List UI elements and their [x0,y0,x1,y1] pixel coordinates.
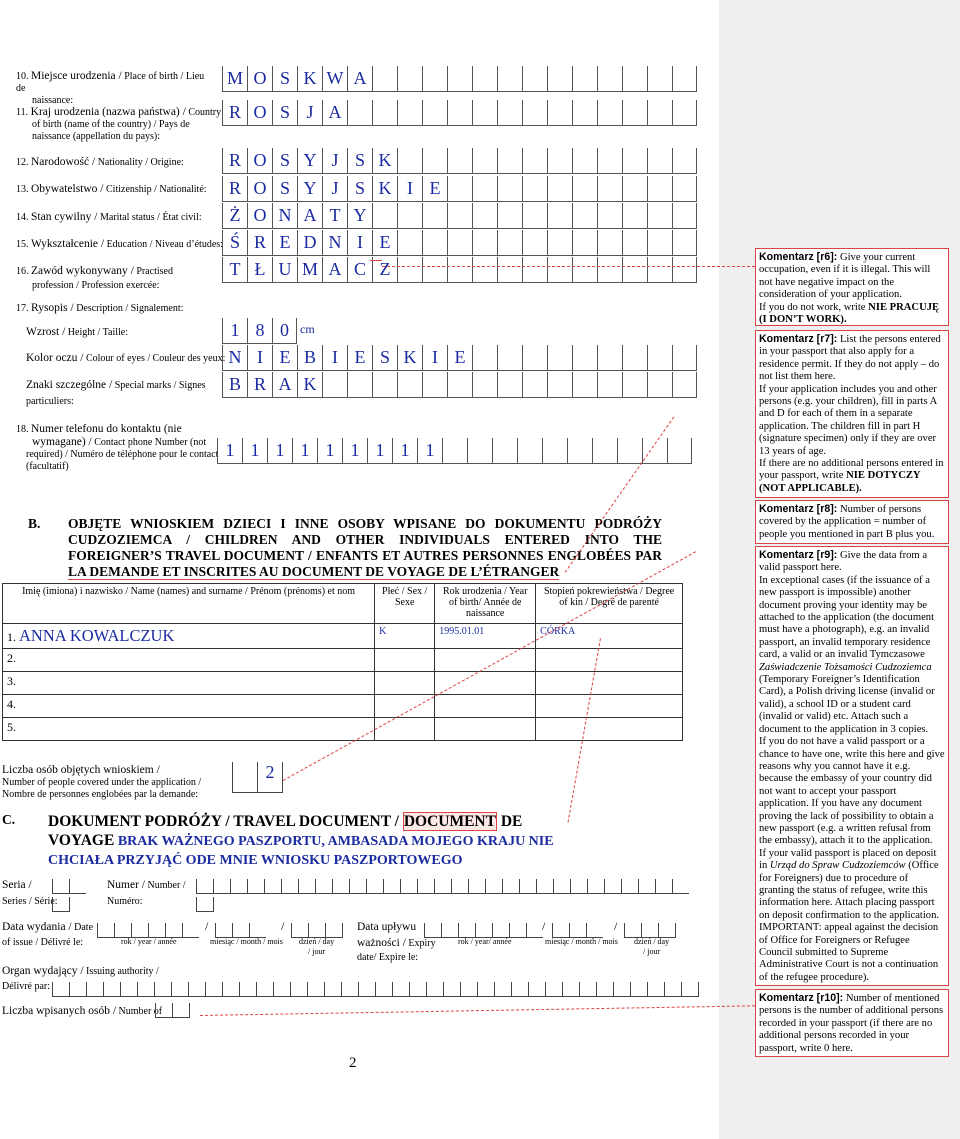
row-cell-degree[interactable] [536,672,683,695]
char-cell [447,148,472,174]
char-cell: 1 [267,438,292,464]
row-cell-year[interactable] [435,672,536,695]
comment-r7[interactable]: Komentarz [r7]: List the persons entered in your passport that also apply for a residence permit. If they do not apply – do not list them here. If your application includes you and other persons (e.g. your children), fill in parts A and D for each of them in a separate application. The children fill in part H (signature specimen) only if they are over 13 years of age. If there are no additional persons entered in your passport, write NIE DOTYCZY (NOT APPLICABLE). [755,330,949,498]
char-cell [647,230,672,256]
char-cell [522,176,547,202]
char-cell [422,257,447,283]
char-cell: K [372,176,397,202]
char-cell [672,100,697,126]
marks-value[interactable] [222,374,697,400]
expiry-month-caption: miesiąc / month / mois [545,937,618,946]
char-cell [547,345,572,371]
row-cell-name[interactable]: 4. [3,695,375,718]
char-cell [522,148,547,174]
char-cell [647,372,672,398]
char-cell: R [222,148,247,174]
char-cell [397,100,422,126]
field-18-value[interactable] [217,440,692,466]
char-cell: J [297,100,322,126]
char-cell: S [272,100,297,126]
char-cell [622,148,647,174]
char-cell: 0 [272,318,297,344]
char-cell [647,203,672,229]
char-cell [347,372,372,398]
char-cell: 1 [242,438,267,464]
row-cell-sex[interactable] [375,695,435,718]
char-cell: 1 [367,438,392,464]
field-13-value[interactable] [222,178,697,204]
row-cell-degree[interactable] [536,718,683,741]
char-cell: S [272,66,297,92]
char-cell: K [297,66,322,92]
table-row [3,695,683,718]
char-cell [347,100,372,126]
char-cell [667,438,692,464]
char-cell [672,148,697,174]
char-cell: I [247,345,272,371]
issue-date-slash-2: / [281,919,285,933]
char-cell [547,66,572,92]
field-12-value[interactable] [222,150,697,176]
char-cell [422,230,447,256]
char-cell [622,176,647,202]
char-cell [597,66,622,92]
entered-persons-label: Liczba wpisanych osób / Number of [2,1005,163,1017]
row-cell-name[interactable]: 2. [3,649,375,672]
char-cell [472,372,497,398]
page-number: 2 [349,1055,357,1071]
issue-day-caption: dzień / day / jour [299,937,335,956]
char-cell: Ł [247,257,272,283]
char-cell [572,372,597,398]
issue-day-boxes[interactable] [291,920,343,938]
char-cell: Y [297,176,322,202]
char-cell: O [247,148,272,174]
char-cell [672,372,697,398]
char-cell [572,100,597,126]
char-cell: D [297,230,322,256]
char-cell [522,257,547,283]
char-cell [592,438,617,464]
char-cell [622,230,647,256]
char-cell: J [322,176,347,202]
comment-r8[interactable]: Komentarz [r8]: Number of persons covered by the application = number of people you mentioned in part B plus you. [755,500,949,544]
col-year-header: Rok urodzenia / Year of birth/ Année de naissance [435,584,536,624]
char-cell [447,66,472,92]
field-15-value[interactable] [222,232,697,258]
char-cell [647,257,672,283]
char-cell [522,100,547,126]
field-11-label: 11. Kraj urodzenia (nazwa państwa) / Country of birth (name of the country) / Pays de naissance (appellation du pays): [16,106,222,142]
char-cell [397,148,422,174]
section-c-letter: C. [2,812,16,827]
entered-persons-boxes[interactable] [155,1000,190,1018]
series-label: Seria / Series / Série: [2,879,58,907]
char-cell: 1 [222,318,247,344]
char-cell [497,230,522,256]
row-cell-sex[interactable]: K [375,624,435,649]
char-cell: O [247,100,272,126]
char-cell: 1 [417,438,442,464]
char-cell [497,372,522,398]
char-cell [547,203,572,229]
section-b-letter: B. [28,516,41,531]
char-cell [472,66,497,92]
char-cell [472,148,497,174]
char-cell: B [222,372,247,398]
char-cell: E [372,230,397,256]
char-cell: Ś [222,230,247,256]
expiry-day-boxes[interactable] [624,920,676,938]
comment-r10[interactable]: Komentarz [r10]: Number of mentioned persons is the number of additional persons recorded in your passport (if there are no additional persons recorded in your passport, write 0 here. [755,989,949,1057]
char-cell [647,176,672,202]
char-cell [572,148,597,174]
char-cell [517,438,542,464]
char-cell [622,100,647,126]
char-cell [622,66,647,92]
char-cell [322,372,347,398]
char-cell [622,203,647,229]
table-row [3,672,683,695]
char-cell [447,176,472,202]
expiry-date-slash-2: / [614,919,618,933]
section-b-title: OBJĘTE WNIOSKIEM DZIECI I INNE OSOBY WPISANE DO DOKUMENTU PODRÓŻY CUDZOZIEMCA / CHILDREN AND OTHER INDIVIDUALS ENTERED INTO THE FOREIGNER’S TRAVEL DOCUMENT / ENFANTS ET AUTRES PERSONNES ENGLOBÉES PAR LA DEMANDE ET INSCRITES AU DOCUMENT DE VOYAGE DE L’ÉTRANGER [68,516,662,579]
field-10-value[interactable] [222,68,697,94]
char-cell [497,257,522,283]
char-cell [672,176,697,202]
comment-r9[interactable]: Komentarz [r9]: Give the data from a valid passport here. In exceptional cases (if the issuance of a new passport is impossible) another document proving your identity may be attached to the application (the document must have a photograph), e.g. an invalid passport, an invalid temporary residence card, a valid or an invalid Tymczasowe Zaświadczenie Tożsamości Cudzoziemca (Temporary Foreigner’s Identification Card), a Polish driving license (invalid or valid), a school ID or a student card (invalid or valid) etc. Attach such a document to the application in 3 copies. If you do not have a valid passport or a chance to have one, write this here and give reasons why you cannot have it e.g. because the embassy of your country did not want to accept your passport application. If you have any document proving the lack of possibility to obtain a new passport (e.g. a written refusal from the embassy), attach it to the application. If your valid passport is placed on deposit in Urząd do Spraw Cudzoziemców (Office for Foreigners) due to procedure of granting the status of refugee, write this information here. Attach placing passport on deposit confirmation to the application. IMPORTANT: appeal against the decision of Office for Foreigners or Refugee Council submitted to Supreme Administrative Court is not a continuation of the refugee procedure). [755,546,949,986]
char-cell [372,372,397,398]
field-11-value[interactable] [222,102,697,128]
char-cell: E [347,345,372,371]
eyes-value[interactable] [222,347,697,373]
char-cell [442,438,467,464]
char-cell [472,176,497,202]
char-cell: O [247,66,272,92]
field-16-value[interactable] [222,259,697,285]
char-cell [597,230,622,256]
persons-count-box-empty [232,762,257,793]
series-boxes[interactable] [52,876,102,892]
char-cell [597,148,622,174]
char-cell: 1 [317,438,342,464]
issue-date-label: Data wydania / Date of issue / Délivré le: [2,921,94,948]
issue-date-boxes[interactable] [97,920,199,938]
col-name-header: Imię (imiona) i nazwisko / Name (names) and surname / Prénom (prénoms) et nom [3,584,375,624]
char-cell: Y [297,148,322,174]
char-cell [422,100,447,126]
char-cell [397,257,422,283]
char-cell [472,203,497,229]
char-cell [672,345,697,371]
char-cell [522,230,547,256]
char-cell [422,203,447,229]
char-cell: J [322,148,347,174]
issue-year-caption: rok / year / année [121,937,177,946]
char-cell [497,345,522,371]
char-cell: E [272,345,297,371]
char-cell [372,203,397,229]
char-cell [547,257,572,283]
char-cell: S [372,345,397,371]
connector-r6 [382,266,755,267]
char-cell: E [272,230,297,256]
char-cell: O [247,203,272,229]
char-cell: K [372,148,397,174]
children-table [2,583,683,741]
char-cell: Y [347,203,372,229]
expiry-year-boxes[interactable] [424,919,546,938]
char-cell [497,148,522,174]
char-cell [572,345,597,371]
row-cell-year[interactable]: 1995.01.01 [435,624,536,649]
char-cell [572,230,597,256]
char-cell [647,66,672,92]
char-cell [622,257,647,283]
char-cell [497,66,522,92]
field-14-label: 14. Stan cywilny / Marital status / État civil: [16,211,202,223]
char-cell [542,438,567,464]
char-cell [522,203,547,229]
char-cell [547,148,572,174]
char-cell [447,230,472,256]
char-cell [497,100,522,126]
char-cell [397,66,422,92]
char-cell [547,230,572,256]
height-unit: cm [300,322,315,336]
col-sex-header: Płeć / Sex / Sexe [375,584,435,624]
char-cell [397,203,422,229]
table-row [3,624,683,649]
char-cell: N [222,345,247,371]
char-cell: A [322,100,347,126]
field-16-label: 16. Zawód wykonywany / Practised profession / Profession exercée: [16,265,173,291]
char-cell: A [322,257,347,283]
char-cell [472,257,497,283]
row-cell-sex[interactable] [375,672,435,695]
issue-month-caption: miesiąc / month / mois [210,937,283,946]
char-cell [597,257,622,283]
char-cell: I [347,230,372,256]
field-10-label: 10. Miejsce urodzenia / Place of birth / Lieu de naissance: [16,70,205,106]
char-cell: T [222,257,247,283]
field-13-label: 13. Obywatelstwo / Citizenship / Nationalité: [16,183,207,195]
row-cell-name[interactable]: 1. ANNA KOWALCZUK [3,624,375,649]
char-cell [472,230,497,256]
char-cell: W [322,66,347,92]
char-cell: Z [372,257,397,283]
height-value[interactable] [222,320,297,346]
char-cell [422,66,447,92]
char-cell: U [272,257,297,283]
char-cell: I [322,345,347,371]
expiry-year-caption: rok / year/ année [458,937,512,946]
field-17-label: 17. Rysopis / Description / Signalement: [16,302,184,314]
char-cell [622,372,647,398]
char-cell [447,372,472,398]
issue-month-boxes[interactable] [215,920,266,938]
char-cell: A [297,203,322,229]
row-cell-sex[interactable] [375,718,435,741]
row-cell-degree[interactable]: CÓRKA [536,624,683,649]
char-cell: R [247,372,272,398]
char-cell [672,203,697,229]
char-cell [522,372,547,398]
number-label: Numer / Number / Numéro: [107,879,186,907]
char-cell [372,66,397,92]
char-cell: E [447,345,472,371]
char-cell: S [347,176,372,202]
char-cell [497,176,522,202]
char-cell [422,148,447,174]
char-cell: O [247,176,272,202]
char-cell: A [347,66,372,92]
char-cell [567,438,592,464]
char-cell [447,100,472,126]
expiry-day-caption: dzień / day / jour [634,937,670,956]
expiry-month-boxes[interactable] [552,920,603,938]
char-cell: R [222,176,247,202]
char-cell: B [297,345,322,371]
number-boxes[interactable] [196,876,706,892]
char-cell: S [272,176,297,202]
char-cell: K [397,345,422,371]
char-cell [397,372,422,398]
expiry-date-label: Data upływu ważności / Expiry date/ Expire le: [357,921,436,963]
row-cell-sex[interactable] [375,649,435,672]
char-cell [597,203,622,229]
persons-count-label: Liczba osób objętych wnioskiem / Number of people covered under the application / Nombre de personnes englobées par la demande: [2,764,202,800]
char-cell: S [347,148,372,174]
row-cell-year[interactable] [435,718,536,741]
char-cell [447,203,472,229]
char-cell [572,176,597,202]
char-cell: K [297,372,322,398]
char-cell: M [222,66,247,92]
char-cell [372,100,397,126]
expiry-date-slash-1: / [542,919,546,933]
char-cell [547,100,572,126]
table-row [3,649,683,672]
char-cell [492,438,517,464]
char-cell [647,345,672,371]
char-cell: C [347,257,372,283]
char-cell: 1 [392,438,417,464]
char-cell: Ż [222,203,247,229]
char-cell [572,66,597,92]
char-cell [472,345,497,371]
height-label: Wzrost / Height / Taille: [26,326,128,338]
row-cell-name[interactable]: 3. [3,672,375,695]
char-cell [422,372,447,398]
field-15-label: 15. Wykształcenie / Education / Niveau d’études: [16,238,223,250]
char-cell: R [222,100,247,126]
marks-label: Znaki szczególne / Special marks / Signes particuliers: [26,379,206,407]
char-cell: 8 [247,318,272,344]
char-cell [597,100,622,126]
char-cell [472,100,497,126]
section-c-title: DOKUMENT PODRÓŻY / TRAVEL DOCUMENT / DOCUMENT DE VOYAGE BRAK WAŻNEGO PASZPORTU, AMBASADA MOJEGO KRAJU NIE CHCIAŁA PRZYJĄĆ ODE MNIE WNIOSKU PASZPORTOWEGO [48,813,554,868]
eyes-label: Kolor oczu / Colour of eyes / Couleur des yeux: [26,352,226,364]
issue-date-slash-1: / [205,919,209,933]
char-cell: A [272,372,297,398]
row-cell-degree[interactable] [536,695,683,718]
table-row [3,718,683,741]
char-cell: I [397,176,422,202]
char-cell [672,66,697,92]
char-cell [497,203,522,229]
char-cell [547,372,572,398]
char-cell: 1 [217,438,242,464]
persons-count-value[interactable]: 2 [257,762,283,793]
char-cell: 1 [342,438,367,464]
char-cell [397,230,422,256]
field-18-label: 18. Numer telefonu do kontaktu (nie wymagane) / Contact phone Number (not required) / Numéro de téléphone pour le contact (facultatif) [16,423,219,472]
issuing-authority-boxes[interactable] [52,979,699,997]
char-cell: 1 [292,438,317,464]
char-cell: T [322,203,347,229]
char-cell: I [422,345,447,371]
char-cell [522,345,547,371]
char-cell [572,203,597,229]
char-cell [672,257,697,283]
char-cell [622,345,647,371]
char-cell: R [247,230,272,256]
char-cell [597,176,622,202]
issuing-authority-label: Organ wydający / Issuing authority / Délivré par: [2,965,159,992]
col-degree-header: Stopień pokrewieństwa / Degree of kin / Degré de parenté [536,584,683,624]
field-12-label: 12. Narodowość / Nationality / Origine: [16,156,184,168]
comment-r6[interactable]: Komentarz [r6]: Give your current occupation, even if it is illegal. This will not have negative impact on the consideration of your application. If you do not work, write NIE PRACUJĘ (I DON’T WORK). [755,248,949,326]
char-cell: N [272,203,297,229]
char-cell [547,176,572,202]
field-14-value[interactable] [222,205,697,231]
row-cell-name[interactable]: 5. [3,718,375,741]
char-cell: M [297,257,322,283]
row-cell-year[interactable] [435,695,536,718]
char-cell: N [322,230,347,256]
char-cell [447,257,472,283]
char-cell [647,100,672,126]
char-cell: E [422,176,447,202]
char-cell [597,345,622,371]
connector-r10 [200,1005,755,1016]
char-cell [647,148,672,174]
comment-anchor-r6 [370,260,382,261]
char-cell [672,230,697,256]
char-cell [597,372,622,398]
char-cell [467,438,492,464]
row-cell-degree[interactable] [536,649,683,672]
char-cell [617,438,642,464]
char-cell [522,66,547,92]
char-cell: S [272,148,297,174]
char-cell [572,257,597,283]
